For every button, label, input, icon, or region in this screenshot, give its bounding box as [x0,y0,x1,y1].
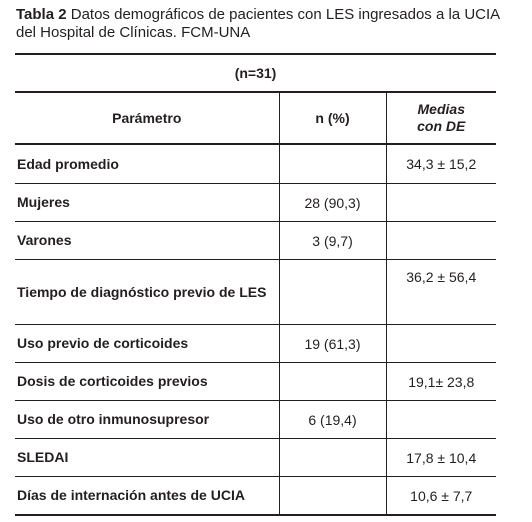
n-percent-cell: 6 (19,4) [279,401,386,439]
param-cell: Varones [15,222,279,260]
header-medias-line2: con DE [417,118,466,134]
header-n-percent: n (%) [279,92,386,144]
media-de-cell [386,401,496,439]
header-row [15,92,496,144]
media-de-cell [386,222,496,260]
n-percent-cell [279,477,386,516]
table-label: Tabla 2 [16,6,67,23]
header-medias [386,92,496,144]
table-row [15,439,496,477]
param-cell: Tiempo de diagnóstico previo de LES [15,260,279,325]
n-percent-cell [279,363,386,401]
media-de-cell [386,325,496,363]
sample-size-row [15,54,496,92]
table-caption [16,6,516,42]
n-percent-cell: 3 (9,7) [279,222,386,260]
param-cell: Uso previo de corticoides [15,325,279,363]
header-parametro: Parámetro [15,92,279,144]
param-cell: Días de internación antes de UCIA [15,477,279,516]
media-de-cell: 36,2 ± 56,4 [386,260,496,325]
sample-size-cell: (n=31) [15,54,496,92]
param-cell: Uso de otro inmunosupresor [15,401,279,439]
n-percent-cell: 28 (90,3) [279,184,386,222]
param-cell: Edad promedio [15,144,279,184]
table-row [15,477,496,516]
media-de-cell: 17,8 ± 10,4 [386,439,496,477]
media-de-cell: 34,3 ± 15,2 [386,144,496,184]
param-cell: Dosis de corticoides previos [15,363,279,401]
header-medias-line1: Medias [417,101,465,117]
param-cell: Mujeres [15,184,279,222]
table-caption-text: Datos demográficos de pacientes con LES ingresados a la UCIA del Hospital de Clínicas. FCM-UNA [16,6,500,41]
n-percent-cell: 19 (61,3) [279,325,386,363]
table-row [15,363,496,401]
n-percent-cell [279,439,386,477]
table-row [15,222,496,260]
table-row [15,401,496,439]
media-de-cell [386,184,496,222]
table-row [15,144,496,184]
n-percent-cell [279,260,386,325]
demographics-table [15,53,496,516]
media-de-cell: 10,6 ± 7,7 [386,477,496,516]
table-row [15,184,496,222]
table-row [15,260,496,325]
param-cell: SLEDAI [15,439,279,477]
media-de-cell: 19,1± 23,8 [386,363,496,401]
table-row [15,325,496,363]
n-percent-cell [279,144,386,184]
